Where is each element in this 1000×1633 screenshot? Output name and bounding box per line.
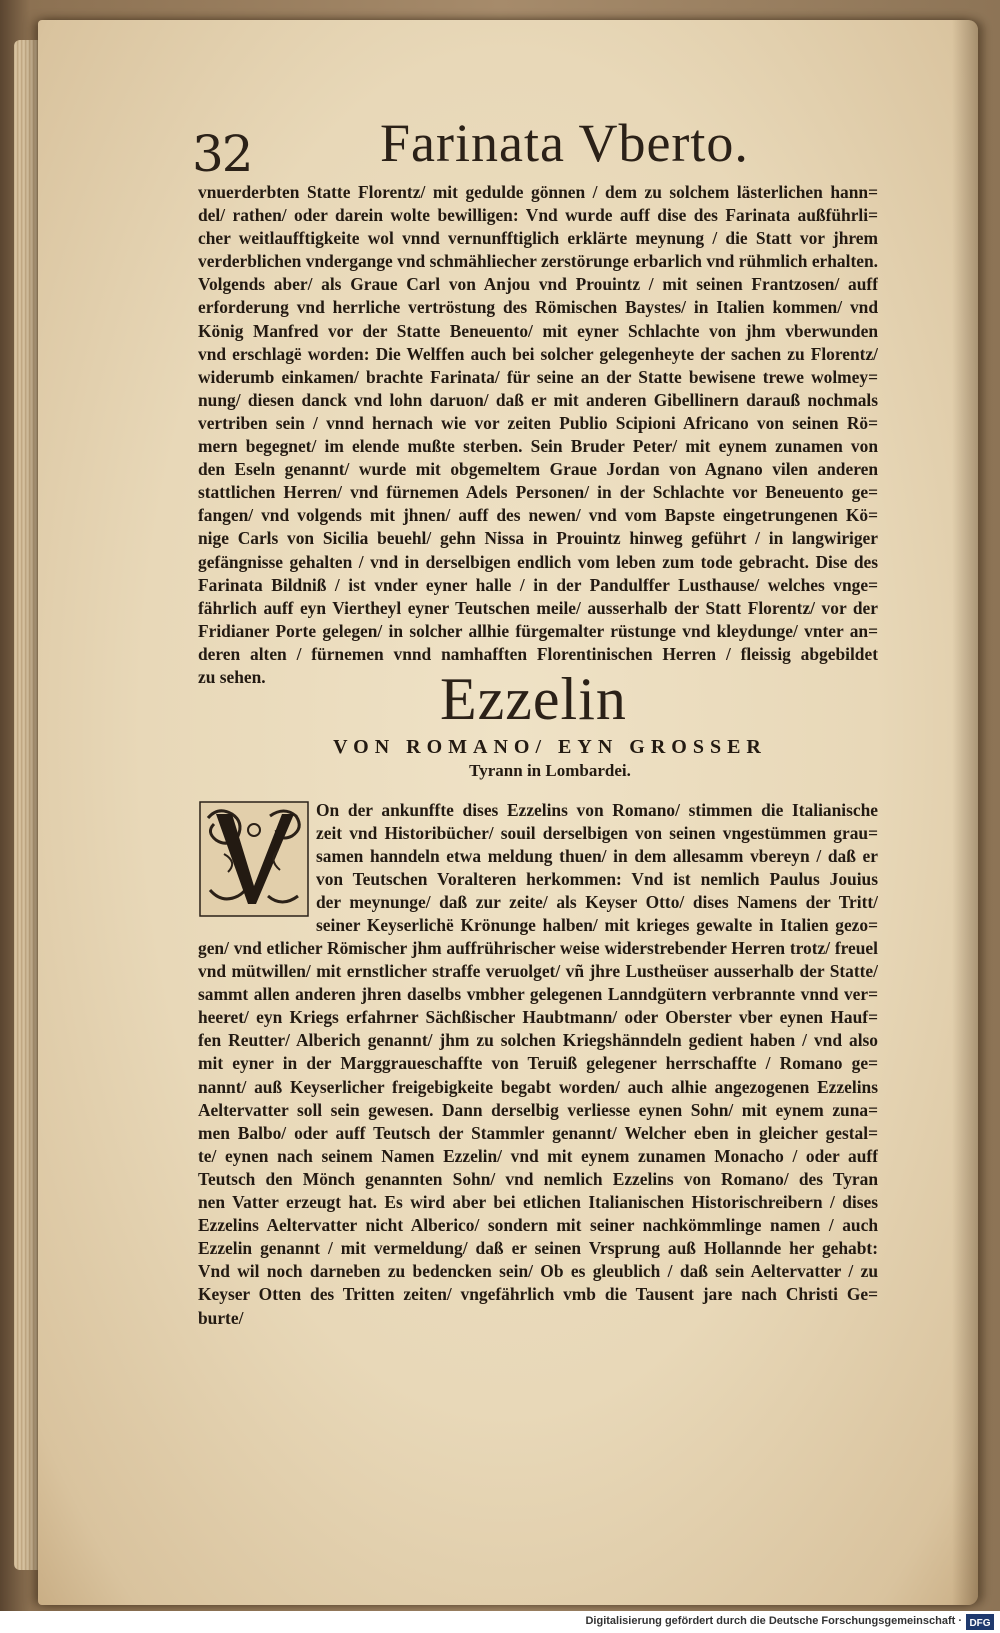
paragraph-ezzelin-beside-initial xyxy=(316,799,878,938)
text-line: del/ rathen/ oder darein wolte bewilligen: Vnd wurde auff dise des Farinata außführli= xyxy=(198,205,878,226)
text-line: Ezzelin genannt / mit vermeldung/ daß er seinen Vrsprung auß Hollannde her gehabt: xyxy=(198,1238,878,1259)
text-line: mit eyner in der Marggraueschaffte von Teruiß gelegener herrschaffte / Romano ge= xyxy=(198,1053,878,1074)
text-line: Fridianer Porte gelegen/ in solcher allhie fürgemalter rüstunge vnd kleydunge/ vnter an= xyxy=(198,620,878,641)
text-line: vnd erschlagë worden: Die Welffen auch bei solcher gelegenheyte der sachen zu Florentz/ xyxy=(198,343,878,364)
section-subtitle-line2: Tyrann in Lombardei. xyxy=(469,761,631,780)
footer-credit: Digitalisierung gefördert durch die Deutsche Forschungsgemeinschaft · xyxy=(585,1615,962,1627)
text-line: Volgends aber/ als Graue Carl von Anjou vnd Prouintz / mit seinen Frantzosen/ auff xyxy=(198,274,878,295)
decorated-initial-v-icon xyxy=(198,800,310,918)
text-line: cher weitlaufftigkeite wol vnnd vernunfftiglich erklärte meynung / die Statt vor jhrem xyxy=(198,228,878,249)
dfg-logo-icon xyxy=(966,1614,994,1630)
dfg-logo-text: DFG xyxy=(969,1618,991,1629)
page-number: 32 xyxy=(192,125,252,183)
text-line: seiner Keyserlichë Krönunge halben/ mit krieges gewalte in Italien gezo= xyxy=(316,915,878,936)
text-line: zu sehen. xyxy=(198,666,266,687)
text-line: erforderung vnd herrliche vertröstung des Römischen Baystes/ in Italien kommen/ vnd xyxy=(198,297,878,318)
paragraph-farinata xyxy=(198,181,878,689)
text-line: fangen/ vnd volgends mit jhnen/ auff des newen/ vnd vom Bapste eingetrungenen Kö= xyxy=(198,505,878,526)
text-line: mern begegnet/ im elende mußte sterben. Sein Bruder Peter/ mit eynem zunamen von xyxy=(198,436,878,457)
text-line: stattlichen Herren/ vnd fürnemen Adels Personen/ in der Schlachte vor Beneuento ge= xyxy=(198,482,878,503)
text-line: nannt/ auß Keyserlicher freigebigkeite begabt worden/ auch alhie angezogenen Ezzelins xyxy=(198,1076,878,1097)
text-line: fen Reutter/ Alberich genannt/ jhm zu solchen Kriegshänndeln gedient haben / vnd also xyxy=(198,1030,878,1051)
text-line: der meynunge/ daß zur zeite/ als Keyser Otto/ dises Namens der Tritt/ xyxy=(316,892,878,913)
text-line: Aeltervatter soll sein gewesen. Dann derselbig verliesse eynen Sohn/ mit eynem zuna= xyxy=(198,1099,878,1120)
text-line: vertriben sein / vnnd hernach wie vor zeiten Publio Scipioni Africano von seinen Rö= xyxy=(198,412,878,433)
text-line: samen hanndeln etwa meldung thuen/ in dem allesamm vbereyn / daß er xyxy=(316,846,878,867)
text-line: gen/ vnd etlicher Römischer jhm auffrührischer weise widerstrebender Herren trotz/ freuel xyxy=(198,938,878,958)
text-line: vnd mütwillen/ mit ernstlicher straffe veruolget/ vñ jhre Lustheüser ausserhalb der Statte/ xyxy=(198,961,878,982)
text-line: fährlich auff eyn Viertheyl eyner Teutschen meile/ ausserhalb der Statt Florentz/ vor der xyxy=(198,597,878,618)
section-subtitle: VON ROMANO/ EYN GROSSER xyxy=(333,736,767,758)
text-line: verderblichen vndergange vnd schmähliecher zerstörunge erbarlich vnd rühmlich erhalten. xyxy=(198,251,878,272)
footer-bar xyxy=(0,1611,1000,1633)
text-line: zeit vnd Historibücher/ souil derselbigen von seinen vngestümmen grau= xyxy=(316,823,878,844)
text-line: Farinata Bildniß / ist vnder eyner halle / in der Pandulffer Lusthause/ welches vnge= xyxy=(198,574,878,595)
text-line: widerumb einkamen/ brachte Farinata/ für seine an der Statte bewisene trewe wolmey= xyxy=(198,366,878,387)
text-line: Teutsch den Mönch genannten Sohn/ vnd nemlich Ezzelins von Romano/ des Tyran xyxy=(198,1168,878,1189)
text-line: König Manfred vor der Statte Beneuento/ mit eyner Schlachte von jhm vberwunden xyxy=(198,320,878,341)
text-line: nung/ diesen danck vnd lohn daruon/ daß er mit anderen Gibellinern darauß nochmals xyxy=(198,389,878,410)
text-line: nige Carls von Sicilia beuehl/ gehn Nissa in Prouintz hinweg geführt / in langwiriger xyxy=(198,528,878,549)
text-line: Vnd wil noch darneben zu bedencken sein/ Ob es gleublich / daß sein Aeltervatter / zu xyxy=(198,1261,878,1282)
text-line: te/ eynen nach seinem Namen Ezzelin/ vnd mit eynem zunamen Monacho / oder auff xyxy=(198,1145,878,1166)
text-line: men Balbo/ oder auff Teutsch der Stammler genannt/ Welcher eben in gleicher gestal= xyxy=(198,1122,878,1143)
text-line: gefängnisse gehalten / vnd in derselbigen endlich vom leben zum tode gebracht. Dise des xyxy=(198,551,878,572)
text-line: sammt allen anderen jhren daselbs vmbher gelegenen Lanndgütern verbrannte vnnd ver= xyxy=(198,984,878,1005)
page-gutter-shadow xyxy=(952,20,978,1605)
text-line: deren alten / fürnemen vnnd namhafften Florentinischen Herren / fleissig abgebildet xyxy=(198,643,878,664)
text-line: von Teutschen Voralteren herkommen: Vnd ist nemlich Paulus Jouius xyxy=(316,869,878,890)
text-line: On der ankunffte dises Ezzelins von Romano/ stimmen die Italianische xyxy=(316,800,878,820)
text-line: den Eseln genannt/ wurde mit obgemeltem Graue Jordan von Agnano vilen anderen xyxy=(198,459,878,480)
section-title: Ezzelin xyxy=(440,666,627,732)
text-line: vnuerderbten Statte Florentz/ mit gedulde gönnen / dem zu solchem lästerlichen hann= xyxy=(198,182,878,202)
running-title: Farinata Vberto. xyxy=(380,113,749,173)
text-line: heeret/ eyn Kriegs erfahrner Sächßischer Haubtmann/ oder Oberster vber eynen Hauf= xyxy=(198,1007,878,1028)
text-line: burte/ xyxy=(198,1307,244,1328)
text-line: Keyser Otten des Tritten zeiten/ vngefährlich vmb die Tausent jare nach Christi Ge= xyxy=(198,1284,878,1305)
text-line: nen Vatter erzeugt hat. Es wird aber bei etlichen Italianischen Historischreibern / dises xyxy=(198,1192,878,1213)
paragraph-ezzelin-full-width xyxy=(198,937,878,1330)
text-line: Ezzelins Aeltervatter nicht Alberico/ sondern mit seiner nachkömmlinge namen / auch xyxy=(198,1215,878,1236)
